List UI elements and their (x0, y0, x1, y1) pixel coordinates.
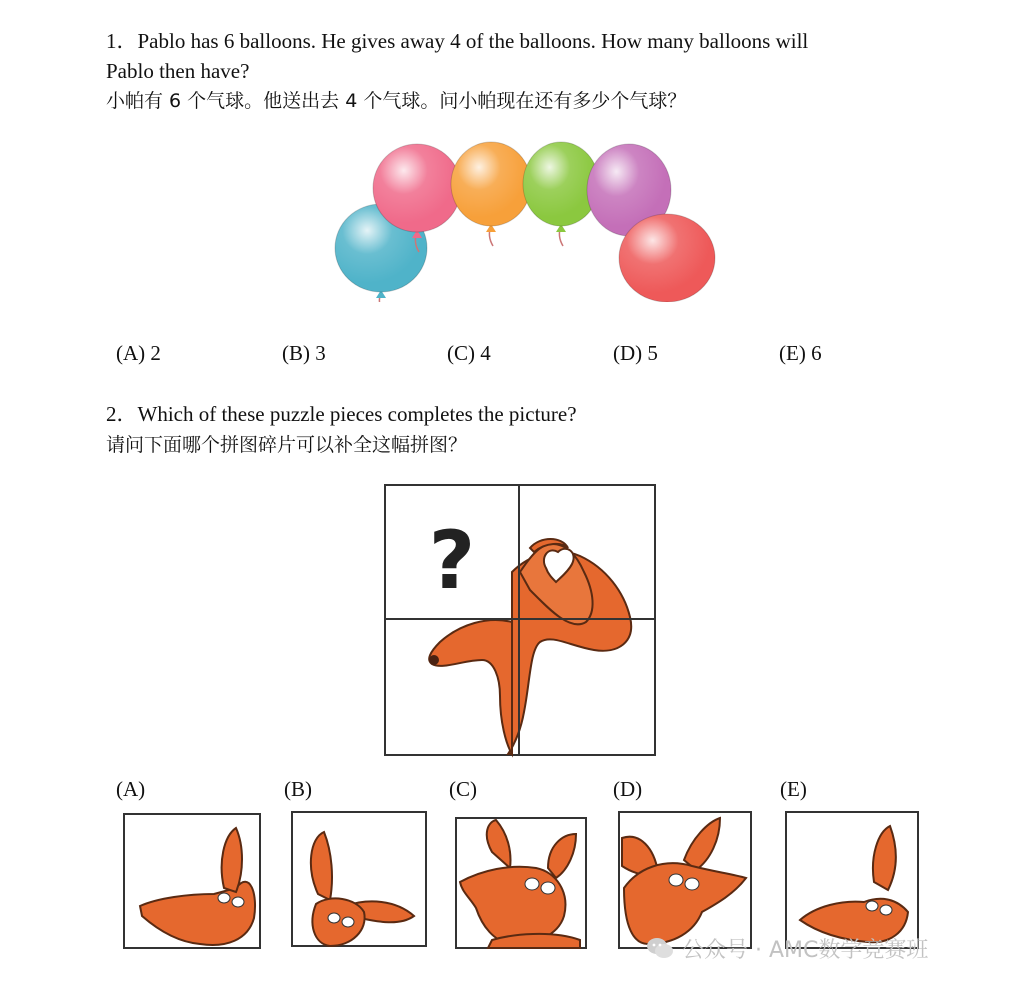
q2-option-b[interactable]: (B) (284, 777, 312, 801)
q2-option-d[interactable]: (D) (613, 777, 643, 801)
balloon (451, 142, 531, 246)
balloon (619, 214, 715, 302)
q1-option-c[interactable]: (C) 4 (447, 341, 491, 365)
q1-option-a[interactable]: (A) 2 (116, 341, 161, 365)
q1-text-line2: Pablo then have? (106, 59, 250, 83)
kangaroo-nose (429, 655, 439, 665)
balloons-illustration (325, 132, 725, 302)
puzzle-piece-c[interactable] (452, 812, 592, 952)
question-mark: ? (428, 514, 476, 607)
watermark-text: 公众号 · AMC数学竞赛班 (682, 937, 929, 963)
q1-option-b[interactable]: (B) 3 (282, 341, 326, 365)
q2-text-line1: 2．Which of these puzzle pieces completes the picture? (106, 402, 577, 426)
q1-option-e[interactable]: (E) 6 (779, 341, 822, 365)
puzzle-piece-a[interactable] (118, 810, 264, 952)
q2-option-e[interactable]: (E) (780, 777, 807, 801)
q2-text-chinese: 请问下面哪个拼图碎片可以补全这幅拼图？ (106, 434, 468, 456)
watermark (646, 930, 928, 966)
q2-option-c[interactable]: (C) (449, 777, 477, 801)
q2-option-a[interactable]: (A) (116, 777, 146, 801)
q1-text-line1: 1．Pablo has 6 balloons. He gives away 4 of the balloons. How many balloons will (106, 29, 809, 53)
puzzle-piece-b[interactable] (286, 808, 432, 950)
wechat-icon (646, 936, 674, 960)
puzzle-picture (380, 482, 660, 758)
q1-option-d[interactable]: (D) 5 (613, 341, 658, 365)
q1-text-chinese: 小帕有 6 个气球。他送出去 4 个气球。问小帕现在还有多少个气球？ (106, 90, 687, 112)
